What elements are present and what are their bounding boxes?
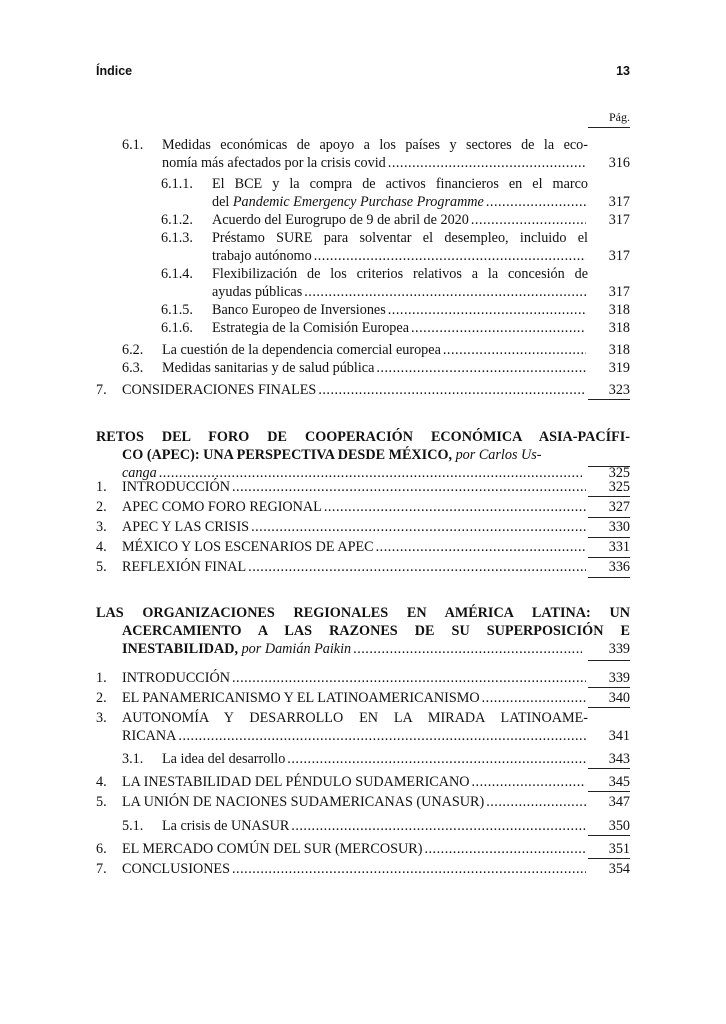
dot-leader [443,341,586,359]
toc-entry-number: 6.1.3. [161,230,193,246]
toc-entry-page: 347 [608,794,630,810]
toc-entry-number: 3. [96,519,107,535]
page-column-rule [588,835,630,836]
toc-entry-text-line: del Pandemic Emergency Purchase Programme ..... [212,193,588,211]
toc-entry-page: 325 [608,479,630,495]
dot-leader [324,498,586,516]
toc-entry-page: 317 [608,284,630,301]
dot-leader [251,518,586,536]
toc-entry-number: 7. [96,861,107,877]
dot-leader [314,247,586,265]
toc-entry-number: 5. [96,794,107,810]
toc-page: Índice 13 Pág. 6.1. Medidas económicas de apoyo a los países y sectores de la eco- nomía más afectados por la crisis covid ..... 316 6.1.1. El BCE y la compra de activos financieros en el marco del Pandemic Emergency Purchase Programme ..... 317 6.1.2. Acuerdo del Eurogrupo de 9 de abril de 2020 ..... 317 6.1.3. Préstamo SURE para solventar el desempleo, incluido el trabajo autónomo ..... 317 6.1.4. Flexibilización de los criterios relativos a la concesión de ayudas públicas ..... 317 6.1.5. Banco Europeo de Inversiones ..... 318 6.1.6. Estrategia de la Comisión Europea ..... 318 6.2. La cuestión de la dependencia comercial europea ..... 318 6.3. Medidas sanitarias y de salud pública ..... 319 7. CONSIDERACIONES FINALES ..... 323 RETOS DEL FORO DE COOPERACIÓN ECONÓMICA ASIA-PACÍFI- CO (APEC): UNA PERSPECTIVA DESDE MÉXICO, por Carlos Us- canga ..... 325 1. INTRODUCCIÓN ..... 325 2. APEC COMO FORO REGIONAL ..... 327 3. APEC Y LAS CRISIS ..... 330 4. MÉXICO Y LOS ESCENARIOS DE APEC ..... 331 5. REFLEXIÓN FINAL ..... 336 LAS ORGANIZACIONES REGIONALES EN AMÉRICA LATINA: UN ACERCAMIENTO A LAS RAZONES DE SU SUPERPOSICIÓN E INESTABILIDAD, por Damián Paikin ..... 339 1. INTRODUCCIÓN ..... 339 2. EL PANAMERICANISMO Y EL LATINOAMERICANISMO ..... 340 3. AUTONOMÍA Y DESARROLLO EN LA MIRADA LATINOAME- RICANA ..... 341 3.1. La idea del desarrollo ..... 343 4. LA INESTABILIDAD DEL PÉNDULO SUDAMERICANO ..... 345 5. LA UNIÓN DE NACIONES SUDAMERICANAS (UNASUR) ..... 347 5.1. La crisis de UNASUR ..... 350 6. EL MERCADO COMÚN DEL SUR (MERCOSUR) ..... 351 7. CONCLUSIONES ..... 354 [0,0,726,1024]
toc-entry-text-line: nomía más afectados por la crisis covid ..... [162,154,588,172]
toc-entry-page: 339 [608,670,630,686]
page-column-rule [588,496,630,497]
toc-entry-text-line: El BCE y la compra de activos financieros en el marco [212,176,588,192]
toc-entry-text-line: Banco Europeo de Inversiones ..... [212,301,588,319]
toc-entry-number: 6.1.4. [161,266,193,282]
toc-entry-page: 317 [608,212,630,228]
toc-entry-number: 6.3. [122,360,144,376]
toc-entry-number: 6. [96,841,107,857]
toc-entry-page: 318 [608,320,630,336]
dot-leader [376,359,586,377]
toc-entry-text-line: Préstamo SURE para solventar el desempleo, incluido el [212,230,588,246]
toc-entry-text-line: Estrategia de la Comisión Europea ..... [212,319,588,337]
toc-entry-number: 1. [96,479,107,495]
toc-entry-number: 2. [96,499,107,515]
dot-leader [486,193,586,211]
page-column-rule [588,466,630,467]
toc-entry-number: 4. [96,539,107,555]
toc-entry-text-line: Flexibilización de los criterios relativos a la concesión de [212,266,588,282]
toc-entry-page: 316 [608,155,630,172]
toc-entry-page: 340 [608,690,630,706]
toc-entry-page: 345 [608,774,630,790]
dot-leader [388,301,586,319]
dot-leader [411,319,586,337]
dot-leader [486,793,586,811]
toc-entry-number: 7. [96,382,107,398]
toc-entry-number: 1. [96,670,107,686]
dot-leader [291,817,586,835]
toc-entry-text-line: trabajo autónomo ..... [212,247,588,265]
toc-entry-page: 354 [608,861,630,877]
dot-leader [232,478,586,496]
chapter-title-latin-america[interactable]: LAS ORGANIZACIONES REGIONALES EN AMÉRICA LATINA: UN ACERCAMIENTO A LAS RAZONES DE SU SUPERPOSICIÓN E INESTABILIDAD, por Damián Paikin ..... 339 [96,604,630,659]
dot-leader [248,558,586,576]
dot-leader [353,640,582,658]
toc-entry-page: 317 [608,194,630,211]
dot-leader [482,689,586,707]
toc-entry-number: 6.1.2. [161,212,193,228]
page-column-rule [588,768,630,769]
toc-entry-number: 6.1.1. [161,176,193,192]
dot-leader [424,840,586,858]
chapter-author: por Carlos Us- [452,447,542,464]
page-column-rule [588,707,630,708]
running-header-page-number: 13 [616,64,630,78]
toc-entry-text-line: Acuerdo del Eurogrupo de 9 de abril de 2020 ..... [212,211,588,229]
page-column-rule [588,858,630,859]
dot-leader [376,538,586,556]
dot-leader [232,669,586,687]
toc-entry-page: 317 [608,248,630,265]
chapter-author: canga [122,465,157,482]
toc-entry-page: 341 [608,728,630,745]
page-column-rule [588,791,630,792]
page-column-label: Pág. [588,110,630,128]
toc-entry-number: 2. [96,690,107,706]
dot-leader [471,211,586,229]
dot-leader [472,773,587,791]
page-column-rule [588,399,630,400]
toc-entry-text-line: CONSIDERACIONES FINALES ..... [122,381,588,399]
dot-leader [304,283,586,301]
toc-entry-italic-title: Pandemic Emergency Purchase Programme [232,194,484,211]
dot-leader [287,750,586,768]
toc-entry-number: 3.1. [122,751,144,767]
toc-entry-number: 6.2. [122,342,144,358]
running-header-title: Índice [96,64,133,78]
toc-entry-page: 330 [608,519,630,535]
dot-leader [232,860,586,878]
toc-entry-page: 331 [608,539,630,555]
toc-entry-page: 323 [608,382,630,398]
chapter-page: 339 [608,641,630,658]
toc-entry-number: 6.1.6. [161,320,193,336]
toc-entry-page: 327 [608,499,630,515]
toc-entry-page: 318 [608,342,630,358]
page-column-rule [588,577,630,578]
toc-entry-text-line: La cuestión de la dependencia comercial europea ..... [162,341,588,359]
toc-entry-text-line: Medidas económicas de apoyo a los países y sectores de la eco- [162,137,588,153]
toc-entry-number: 3. [96,710,107,726]
toc-entry-number: 5. [96,559,107,575]
toc-entry-page: 318 [608,302,630,318]
page-column-rule [588,660,630,661]
toc-entry-page: 319 [608,360,630,376]
toc-entry-number: 6.1.5. [161,302,193,318]
toc-entry-page: 350 [608,818,630,834]
toc-entry-page: 336 [608,559,630,575]
chapter-page: 325 [608,465,630,482]
toc-entry-number: 6.1. [122,137,144,153]
toc-entry-text-line: ayudas públicas ..... [212,283,588,301]
chapter-title-apec[interactable]: RETOS DEL FORO DE COOPERACIÓN ECONÓMICA ASIA-PACÍFI- CO (APEC): UNA PERSPECTIVA DESDE MÉXICO, por Carlos Us- canga ..... 325 [96,428,630,483]
dot-leader [178,727,586,745]
toc-entry-page: 351 [608,841,630,857]
dot-leader [318,381,586,399]
chapter-author: por Damián Paikin [238,641,352,658]
page-column-rule [588,687,630,688]
dot-leader [388,154,586,172]
toc-entry-page: 343 [608,751,630,767]
toc-entry-number: 4. [96,774,107,790]
toc-entry-text-line: Medidas sanitarias y de salud pública ..... [162,359,588,377]
toc-entry-number: 5.1. [122,818,144,834]
